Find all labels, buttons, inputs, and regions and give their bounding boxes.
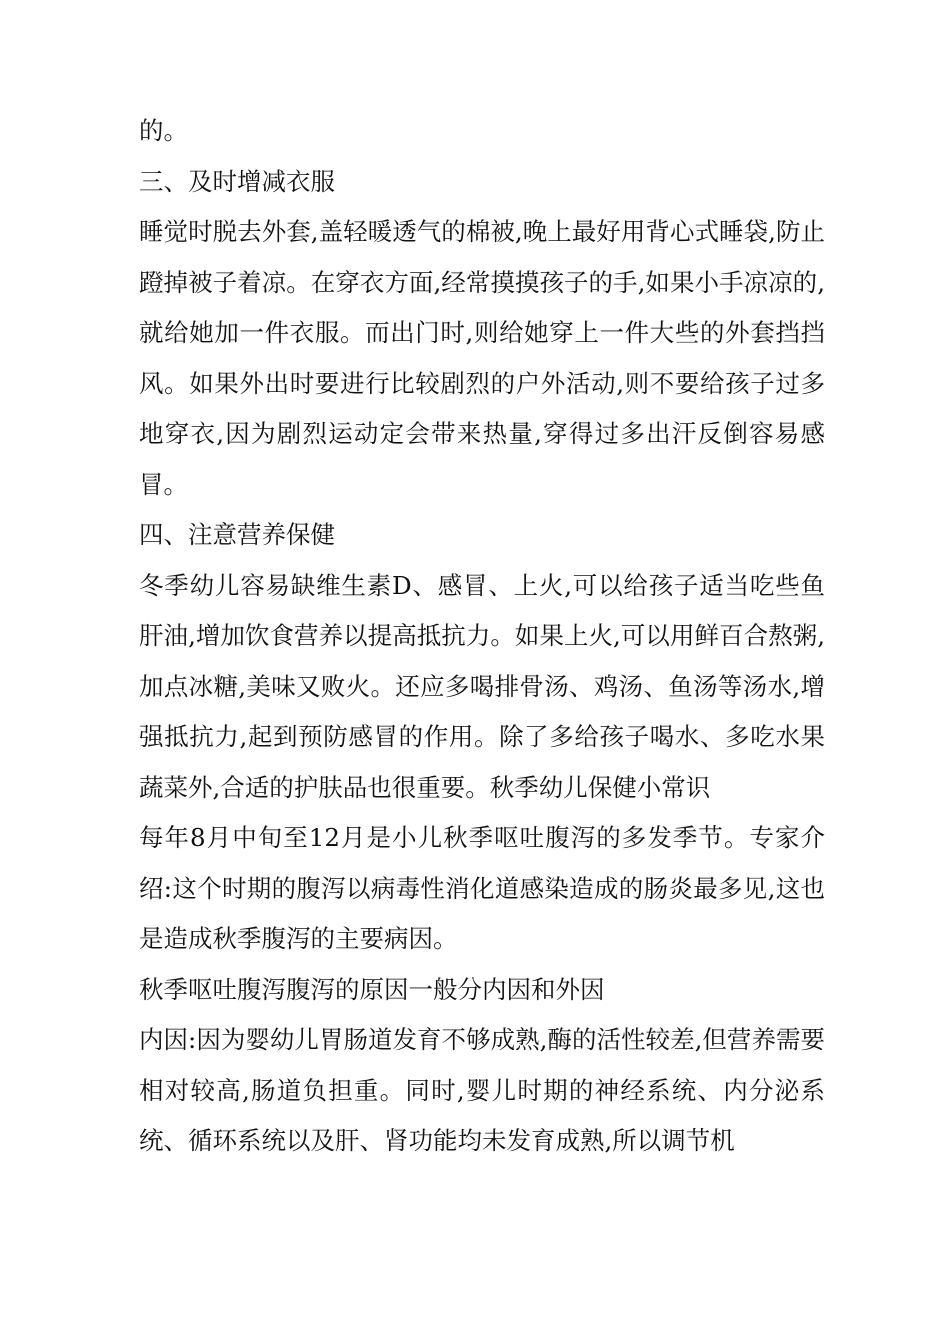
paragraph-continuation: 的。	[139, 116, 188, 145]
paragraph-internal-causes: 内因:因为婴幼儿胃肠道发育不够成熟,酶的活性较差,但营养需要相对较高,肠道负担重。同时,婴儿时期的神经系统、内分泌系统、循环系统以及肝、肾功能均未发育成熟,所以调节机	[139, 1025, 825, 1155]
section-heading-causes: 秋季呕吐腹泻腹泻的原因一般分内因和外因	[139, 974, 605, 1004]
document-page	[139, 106, 825, 1167]
section-heading-nutrition: 四、注意营养保健	[139, 520, 335, 549]
section-heading-clothing: 三、及时增减衣服	[139, 166, 335, 196]
paragraph-clothing: 睡觉时脱去外套,盖轻暖透气的棉被,晚上最好用背心式睡袋,防止蹬掉被子着凉。在穿衣方面,经常摸摸孩子的手,如果小手凉凉的,就给她加一件衣服。而出门时,则给她穿上一件大些的外套挡挡风。如果外出时要进行比较剧烈的户外活动,则不要给孩子过多地穿衣,因为剧烈运动定会带来热量,穿得过多出汗反倒容易感冒。	[139, 217, 825, 499]
paragraph-nutrition: 冬季幼儿容易缺维生素D、感冒、上火,可以给孩子适当吃些鱼肝油,增加饮食营养以提高抵抗力。如果上火,可以用鲜百合熬粥,加点冰糖,美味又败火。还应多喝排骨汤、鸡汤、鱼汤等汤水,增强抵抗力,起到预防感冒的作用。除了多给孩子喝水、多吃水果蔬菜外,合适的护肤品也很重要。秋季幼儿保健小常识	[139, 570, 825, 802]
paragraph-autumn-diarrhea: 每年8月中旬至12月是小儿秋季呕吐腹泻的多发季节。专家介绍:这个时期的腹泻以病毒性消化道感染造成的肠炎最多见,这也是造成秋季腹泻的主要病因。	[139, 823, 825, 953]
